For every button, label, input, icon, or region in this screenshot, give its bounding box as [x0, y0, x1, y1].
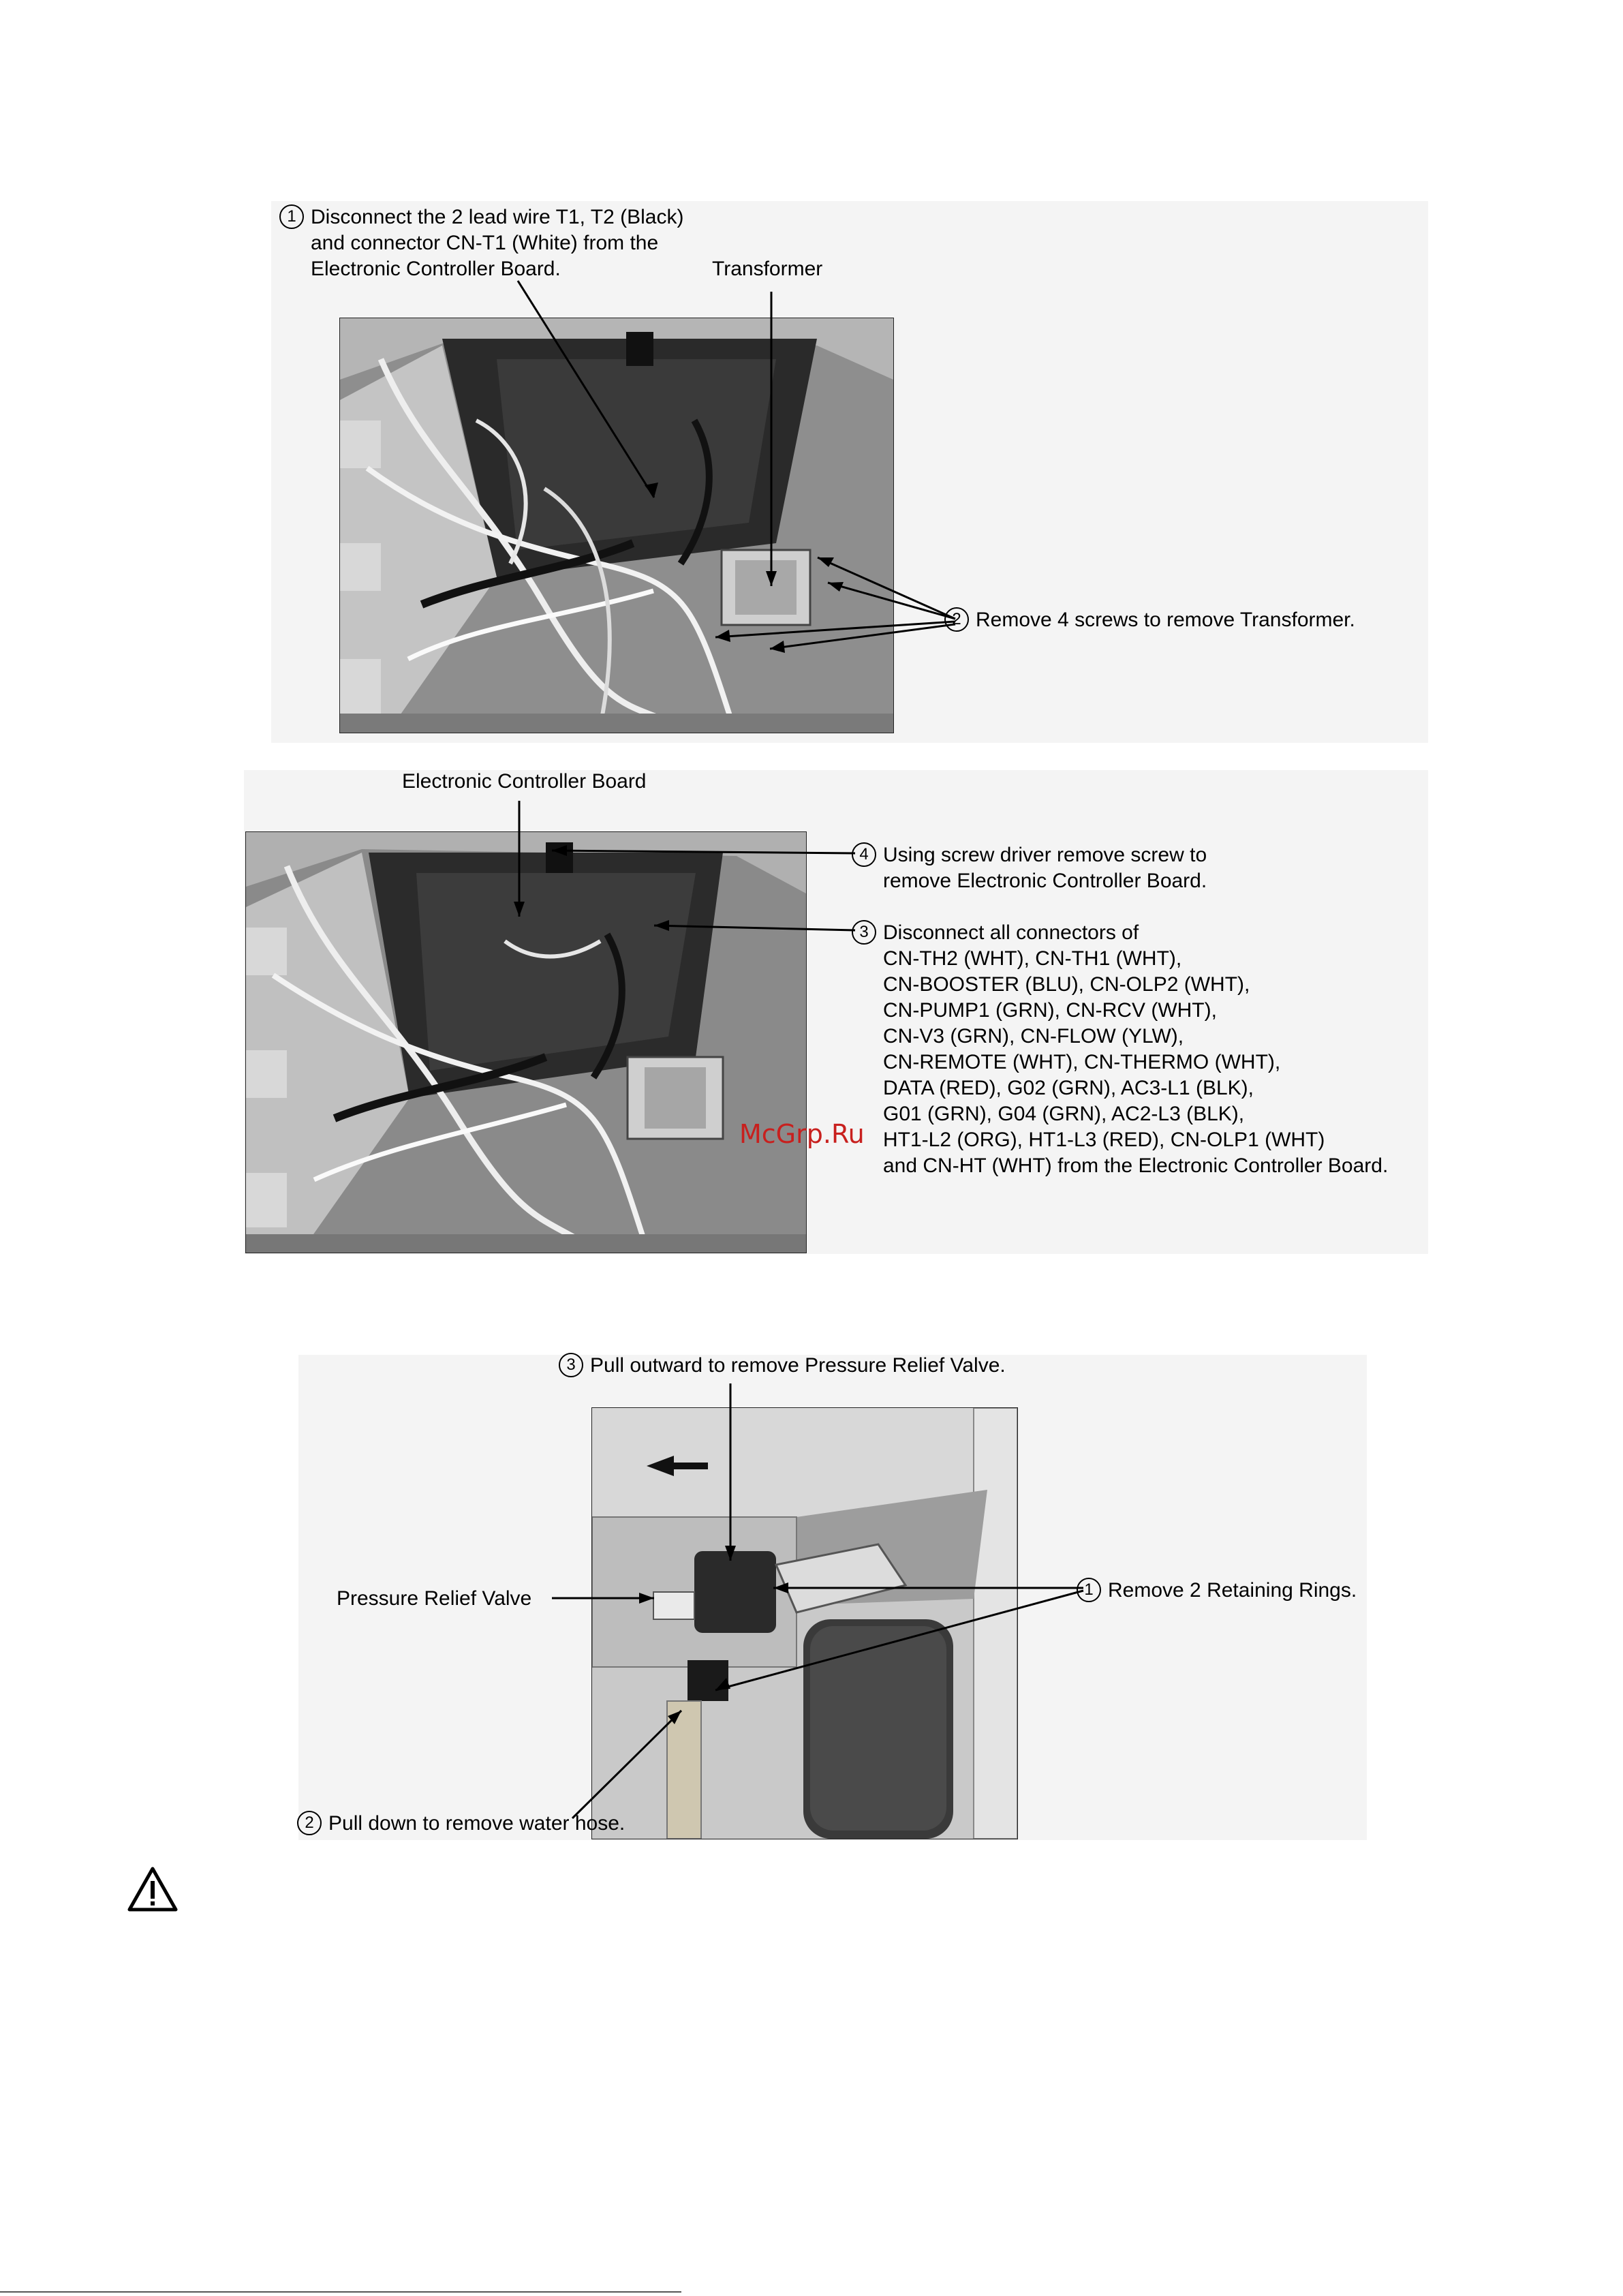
fig3-photo-illustration: [592, 1408, 1017, 1839]
fig1-step2-number: 2: [944, 607, 969, 632]
fig2-step3-line6: CN-REMOTE (WHT), CN-THERMO (WHT),: [883, 1051, 1281, 1074]
fig2-step3-line4: CN-PUMP1 (GRN), CN-RCV (WHT),: [883, 999, 1217, 1022]
fig3-step2-text: Pull down to remove water hose.: [328, 1812, 625, 1835]
fig1-step1-callout: [279, 204, 683, 282]
fig1-step1-line2: and connector CN-T1 (White) from the: [311, 232, 659, 255]
fig1-step2-text: Remove 4 screws to remove Transformer.: [976, 609, 1355, 631]
fig2-step3-callout: [852, 920, 1388, 1179]
fig2-photo-illustration: [246, 832, 806, 1253]
fig2-step3-line7: DATA (RED), G02 (GRN), AC3-L1 (BLK),: [883, 1077, 1254, 1100]
fig3-step3-callout: [559, 1353, 1006, 1379]
fig2-step3-line10: and CN-HT (WHT) from the Electronic Controller Board.: [883, 1154, 1389, 1178]
fig2-step3-line1: Disconnect all connectors of: [883, 921, 1139, 944]
fig3-step1-number: 1: [1077, 1578, 1101, 1602]
fig2-step3-line9: HT1-L2 (ORG), HT1-L3 (RED), CN-OLP1 (WHT): [883, 1129, 1325, 1152]
fig1-step1-line1: Disconnect the 2 lead wire T1, T2 (Black): [311, 206, 684, 228]
fig2-step3-line3: CN-BOOSTER (BLU), CN-OLP2 (WHT),: [883, 973, 1250, 996]
fig2-step3-line5: CN-V3 (GRN), CN-FLOW (YLW),: [883, 1025, 1184, 1048]
fig2-step3-number: 3: [852, 920, 876, 945]
fig3-step2-callout: [297, 1811, 625, 1837]
fig1-step1-number: 1: [279, 204, 304, 229]
fig2-step3-line2: CN-TH2 (WHT), CN-TH1 (WHT),: [883, 947, 1182, 970]
fig1-step1-line3: Electronic Controller Board.: [311, 258, 561, 281]
fig3-step2-number: 2: [297, 1811, 322, 1835]
fig2-step4-callout: [852, 842, 1207, 894]
fig2-controller-photo: [245, 831, 807, 1253]
fig2-step4-line1: Using screw driver remove screw to: [883, 844, 1207, 866]
fig2-step3-line8: G01 (GRN), G04 (GRN), AC2-L3 (BLK),: [883, 1103, 1245, 1126]
fig1-transformer-label: Transformer: [712, 258, 823, 280]
fig3-valve-label: Pressure Relief Valve: [337, 1587, 532, 1610]
fig2-step4-line2: remove Electronic Controller Board.: [883, 870, 1207, 893]
footer-divider: [0, 2291, 681, 2293]
fig3-valve-photo: [591, 1407, 1018, 1839]
fig2-step4-number: 4: [852, 842, 876, 867]
fig2-board-label: Electronic Controller Board: [402, 770, 647, 793]
fig1-photo-illustration: [340, 318, 893, 733]
watermark: McGrp.Ru: [739, 1119, 865, 1149]
fig1-step2-callout: [944, 607, 1355, 633]
fig3-step1-callout: [1077, 1578, 1357, 1604]
fig3-step3-text: Pull outward to remove Pressure Relief Valve.: [590, 1354, 1006, 1377]
fig3-step3-number: 3: [559, 1353, 583, 1377]
fig3-step1-text: Remove 2 Retaining Rings.: [1108, 1579, 1357, 1602]
warning-icon: [127, 1866, 179, 1912]
fig1-controller-photo: [339, 318, 894, 733]
